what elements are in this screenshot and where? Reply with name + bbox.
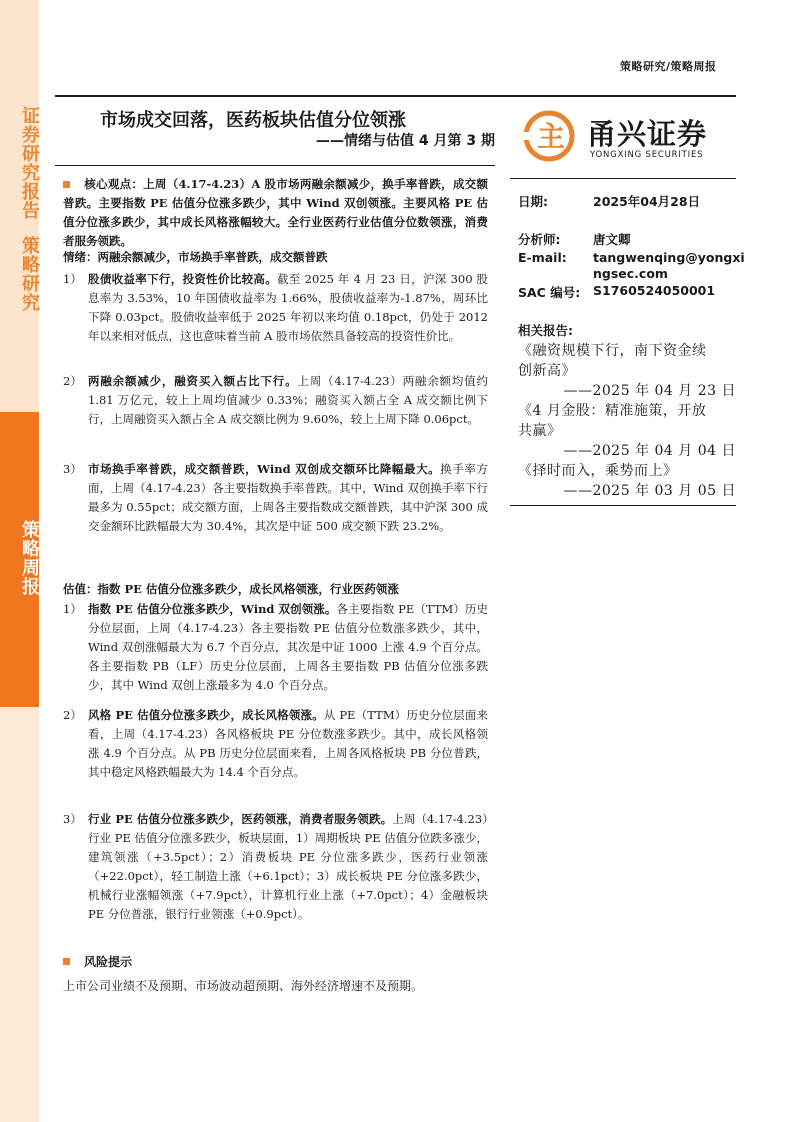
sidebar-report-type: 证券研究报告 <box>19 106 40 220</box>
bullet-square-icon <box>63 181 70 188</box>
company-name-en: YONGXING SECURITIES <box>590 150 704 160</box>
valuation-heading: 估值：指数 PE 估值分位涨多跌少，成长风格领涨，行业医药领涨 <box>63 582 399 596</box>
email-label: E-mail: <box>518 250 567 265</box>
page-title: 市场成交回落，医药板块估值分位领涨 <box>100 110 406 131</box>
item-lead: 指数 PE 估值分位涨多跌少，Wind 双创领涨。 <box>88 602 337 616</box>
company-logo-icon <box>523 110 577 162</box>
related-report-title: 《4 月金股：精准施策，开放 <box>518 403 707 419</box>
analyst-label: 分析师: <box>518 232 561 247</box>
risk-text: 上市公司业绩不及预期、市场波动超预期、海外经济增速不及预期。 <box>63 979 424 993</box>
email-value-cont[interactable]: ngsec.com <box>593 266 668 281</box>
risk-heading-text: 风险提示 <box>84 955 133 969</box>
item-number: 1） <box>63 602 82 616</box>
date-label: 日期: <box>518 194 548 209</box>
item-number: 3） <box>63 462 82 476</box>
related-report-date: ——2025 年 03 月 05 日 <box>563 483 736 499</box>
item-number: 3） <box>63 812 82 826</box>
item-text: 截至 2025 年 4 月 23 日，沪深 300 股息率为 3.53%，10 年国债收益率为 1.66%，股债收益率为-1.87%，周环比下降 0.03pct。股债收益率低于 2025 年初以来均值 0.18pct，仍处于 2012 年以来相对低点，这也意味着当前 A 股市场依然具备较高的投资性价比。 <box>88 272 488 343</box>
item-text: 从 PE（TTM）历史分位层面来看，上周（4.17-4.23）各风格板块 PE 分位数涨多跌少。其中，成长风格领涨 4.9 个百分点。从 PB 历史分位层面来看，上周各风格板块 PB 分位普跌，其中稳定风格跌幅最大为 14.4 个百分点。 <box>88 708 488 779</box>
related-reports-title: 相关报告: <box>518 323 573 338</box>
company-name: 甬兴证券 <box>587 117 708 151</box>
item-lead: 风格 PE 估值分位涨多跌少，成长风格领涨。 <box>88 708 324 722</box>
item-text: 换手率方面，上周（4.17-4.23）各主要指数换手率普跌。其中，Wind 双创换手率下行最多为 0.55pct；成交额方面，上周各主要指数成交额普跌，其中沪深 300 成交金额环比跌幅最大为 30.4%，其次是中证 500 成交额下跌 23.2%。 <box>88 462 489 533</box>
item-lead: 股债收益率下行，投资性价比较高。 <box>88 272 278 286</box>
analyst-value: 唐文卿 <box>593 232 631 247</box>
valuation-item-2 <box>63 706 488 782</box>
top-rule <box>55 95 736 97</box>
sentiment-item-2 <box>63 372 488 429</box>
sentiment-item-1 <box>63 270 488 346</box>
sentiment-heading: 情绪：两融余额减少，市场换手率普跌，成交额普跌 <box>63 250 328 264</box>
related-report-date: ——2025 年 04 月 23 日 <box>563 383 736 399</box>
page-subtitle: ——情绪与估值 4 月第 3 期 <box>316 133 495 149</box>
date-value: 2025年04月28日 <box>593 194 701 209</box>
item-number: 1） <box>63 272 82 286</box>
core-viewpoint <box>63 175 488 251</box>
related-report-2[interactable] <box>518 401 736 461</box>
related-report-1[interactable] <box>518 341 736 401</box>
bullet-square-icon <box>63 958 70 965</box>
related-report-title-cont: 共赢》 <box>518 423 562 439</box>
item-number: 2） <box>63 708 82 722</box>
sac-label: SAC 编号: <box>518 285 581 300</box>
item-number: 2） <box>63 374 82 388</box>
related-report-date: ——2025 年 04 月 04 日 <box>563 443 736 459</box>
email-value[interactable]: tangwenqing@yongxi <box>593 250 745 265</box>
title-rule <box>55 165 495 166</box>
related-report-3[interactable] <box>518 461 736 501</box>
valuation-item-1 <box>63 600 488 695</box>
related-report-title: 《融资规模下行，南下资金续 <box>518 343 707 359</box>
item-lead: 行业 PE 估值分位涨多跌少，医药领涨，消费者服务领跌。 <box>88 812 393 826</box>
info-rule <box>510 178 736 179</box>
item-lead: 两融余额减少，融资买入额占比下行。 <box>88 374 298 388</box>
sidebar-series: 策略周报 <box>19 520 40 596</box>
risk-heading <box>63 953 132 970</box>
logo-mark-glyph: 主 <box>536 120 566 153</box>
item-text: 上周（4.17-4.23）行业 PE 估值分位涨多跌少，板块层面，1）周期板块 PE 估值分位跌多涨少，建筑领涨（+3.5pct）；2）消费板块 PE 分位涨多跌少，医药行业领涨（+22.0pct），轻工制造上涨（+6.1pct）；3）成长板块 PE 分位涨多跌少，机械行业涨幅领涨（+7.9pct），计算机行业上涨（+7.0pct）；4）金融板块 PE 分位普涨，银行行业领涨（+0.9pct）。 <box>88 812 488 921</box>
valuation-item-3 <box>63 810 488 924</box>
sidebar-category: 策略研究 <box>19 236 40 312</box>
related-report-title: 《择时而入，乘势而上》 <box>518 463 678 479</box>
related-report-title-cont: 创新高》 <box>518 363 576 379</box>
item-text: 上周（4.17-4.23）两融余额均值约 1.81 万亿元，较上上周均值减少 0.33%；融资买入额占全 A 成交额比例下行，上周融资买入额占全 A 成交额比例为 9.60%，较上上周下降 0.06pct。 <box>88 374 488 426</box>
core-viewpoint-text: 核心观点：上周（4.17-4.23）A 股市场两融余额减少，换手率普跌，成交额普跌。主要指数 PE 估值分位涨多跌少，其中 Wind 双创领涨。主要风格 PE 估值分位涨多跌少，其中成长风格涨幅较大。全行业医药行业估值分位数领涨，消费者服务领跌。 <box>63 177 488 248</box>
item-text: 各主要指数 PE（TTM）历史分位层面，上周（4.17-4.23）各主要指数 PE 估值分位数涨多跌少，其中，Wind 双创涨幅最大为 6.7 个百分点，其次是中证 1000 上涨 4.9 个百分点。各主要指数 PB（LF）历史分位层面，上周各主要指数 PB 估值分位涨多跌少，其中 Wind 双创上涨最多为 4.0 个百分点。 <box>88 602 489 692</box>
sentiment-item-3 <box>63 460 488 536</box>
related-rule <box>510 505 736 506</box>
header-tag: 策略研究/策略周报 <box>620 60 717 73</box>
sac-value: S1760524050001 <box>593 283 716 298</box>
item-lead: 市场换手率普跌，成交额普跌，Wind 双创成交额环比降幅最大。 <box>88 462 441 476</box>
